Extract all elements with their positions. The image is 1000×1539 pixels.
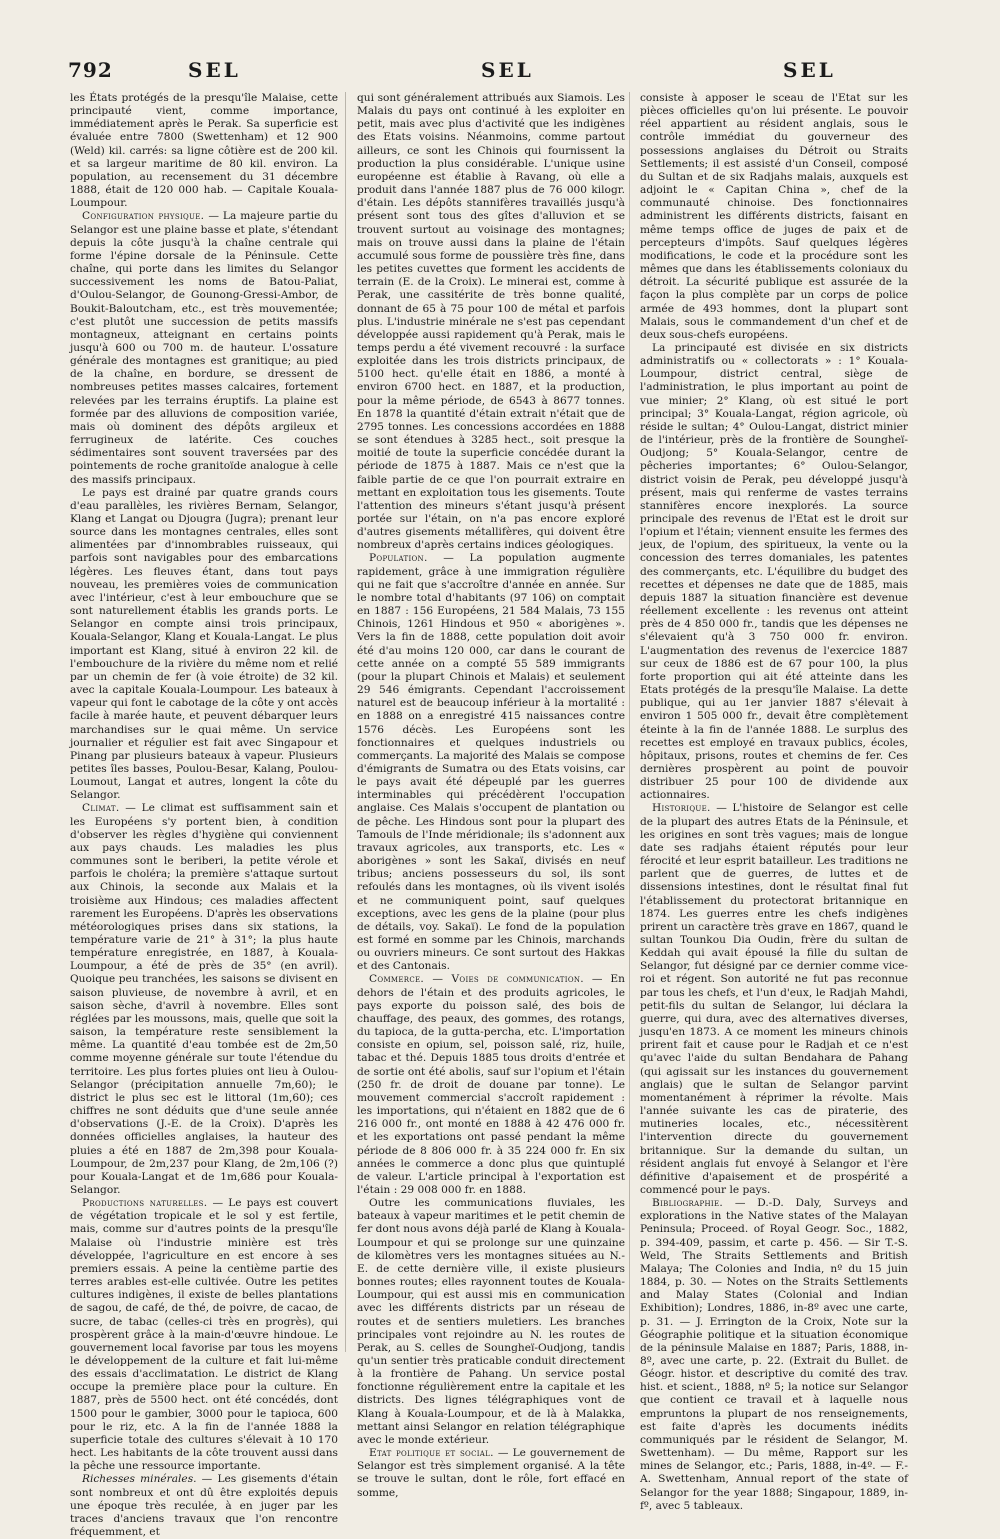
running-head-right: SEL [783, 58, 836, 82]
text-column-1 [70, 92, 338, 1539]
running-head-center: SEL [481, 58, 534, 82]
section-heading: Configuration physique. [82, 210, 205, 223]
paragraph [357, 552, 625, 973]
paragraph: qui sont généralement attribués aux Siamois. Les Malais du pays ont continué à les exploiter en petit, mais avec plus d'activité que les indigènes des Etats voisins. Néanmoins, comme partout ailleurs, ce sont les Chinois qui fournissent la production la plus considérable. L'unique usine européenne est établie à Ravang, où elle a produit dans l'année 1887 plus de 76 000 kilogr. d'étain. Les dépôts stannifères travaillés jusqu'à présent sont tous des gîtes d'alluvion et se trouvent surtout au voisinage des montagnes; mais on trouve aussi dans la plaine de l'étain accumulé sous forme de poussière très fine, dans les petites cuvettes que forment les accidents de terrain (E. de la Croix). Le minerai est, comme à Perak, une cassitérite de très bonne qualité, donnant de 65 à 75 pour 100 de métal et parfois plus. L'industrie minérale ne s'est pas cependant développée aussi rapidement qu'à Perak, mais le temps perdu a été vivement recouvré : la surface exploitée dans les trois districts principaux, de 5100 hect. qu'elle était en 1886, a monté à environ 6700 hect. en 1887, et la production, pour la même période, de 6543 à 8677 tonnes. En 1878 la quantité d'étain extrait n'était que de 2795 tonnes. Les concessions accordées en 1888 se sont étendues à 3285 hect., soit presque la moitié de toute la superficie concédée durant la période de 1875 à 1887. Mais ce n'est que la faible partie de ce que l'on pourrait extraire en mettant en exploitation tous les gisements. Toute l'attention des mineurs s'étant jusqu'à présent portée sur l'étain, on n'a pas encore exploré d'autres gisements métallifères, qui doivent être nombreux d'après certains indices géologiques. [357, 92, 625, 552]
text-column-3 [640, 92, 908, 1512]
section-heading: Etat politique et social. [369, 1447, 494, 1460]
paragraph: Le pays est drainé par quatre grands cours d'eau parallèles, les rivières Bernam, Selangor, Klang et Langat ou Djougra (Jugra); prenant leur source dans les montagnes centrales, elles sont alimentées par d'innombrables ruisseaux, qui parfois sont navigables pour des embarcations légères. Les fleuves étant, dans tout pays nouveau, les premières voies de communication avec l'intérieur, c'est à leur embouchure que se sont naturellement établis les grands ports. Le Selangor en compte ainsi trois principaux, Kouala-Selangor, Klang et Kouala-Langat. Le plus important est Klang, situé à environ 22 kil. de l'embouchure de la rivière du même nom et relié par un chemin de fer (à voie étroite) de 32 kil. avec la capitale Kouala-Loumpour. Les bateaux à vapeur qui font le cabotage de la côte y ont accès facile à marée haute, et peuvent débarquer leurs marchandises sur le quai même. Un service journalier et régulier est fait avec Singapour et Pinang par plusieurs bateaux à vapeur. Plusieurs petites îles basses, Poulou-Besar, Kalang, Poulou-Loumout, Langat et autres, longent la côte du Selangor. [70, 486, 338, 802]
paragraph-text: — En dehors de l'étain et des produits agricoles, le pays exporte du poisson salé, des bois de chauffage, des peaux, des gommes, des rotangs, du tapioca, de la gutta-percha, etc. L'importation consiste en opium, sel, poisson salé, riz, huile, tabac et thé. Depuis 1885 tous droits d'entrée et de sortie ont été abolis, sauf sur l'opium et l'étain (250 fr. de droit de douane par tonne). Le mouvement commercial s'accroît rapidement : les importations, qui n'étaient en 1882 que de 6 216 000 fr., ont monté en 1888 à 42 476 000 fr. et les exportations ont passé pendant la même période de 8 806 000 fr. à 35 224 000 fr. En six années le commerce a donc plus que quintuplé de valeur. L'article principal à l'exportation est l'étain : 29 008 000 fr. en 1888. [357, 973, 625, 1196]
paragraph: Outre les communications fluviales, les bateaux à vapeur maritimes et le petit chemin de fer dont nous avons déjà parlé de Klang à Kouala-Loumpour et qui se prolonge sur une quinzaine de kilomètres vers les montagnes situées au N.-E. de cette dernière ville, il existe plusieurs bonnes routes; elles rayonnent toutes de Kouala-Loumpour, qui est aussi mis en communication avec les différents districts par un réseau de routes et de sentiers muletiers. Les branches principales vont rejoindre au N. les routes de Perak, au S. celles de Soungheï-Oudjong, tandis qu'un sentier très praticable conduit directement à la frontière de Pahang. Un service postal fonctionne régulièrement entre la capitale et les districts. Des lignes télégraphiques vont de Klang à Kouala-Loumpour, et de là à Malakka, mettant ainsi Selangor en relation télégraphique avec le monde extérieur. [357, 1197, 625, 1446]
paragraph [357, 973, 625, 1197]
paragraph-text: — La majeure partie du Selangor est une plaine basse et plate, s'étendant depuis la côte jusqu'à la chaîne centrale qui forme l'épine dorsale de la Péninsule. Cette chaîne, qui porte dans les limites du Selangor successivement les noms de Batou-Paliat, d'Oulou-Selangor, de Gounong-Gressi-Ambor, de Boukit-Baloutcham, etc., est très mouvementée; c'est plutôt une succession de petits massifs montagneux, atteignant en certains points jusqu'à 600 ou 700 m. de hauteur. L'ossature générale des montagnes est granitique; au pied de la chaîne, en bordure, se dressent de nombreuses petites masses calcaires, fortement relevées par les terrains éruptifs. La plaine est formée par des alluvions de composition variée, mais où dominent des dépôts argileux et ferrugineux de latérite. Ces couches sédimentaires sont souvent traversées par des pointements de roche granitoïde analogue à celle des massifs principaux. [70, 210, 338, 486]
running-head-left: SEL [188, 58, 241, 82]
paragraph-text: — La population augmente rapidement, grâce à une immigration régulière qui ne fait que s'accroître d'année en année. Sur le nombre total d'habitants (97 106) on comptait en 1887 : 156 Européens, 21 584 Malais, 73 155 Chinois, 1261 Hindous et 950 « aborigènes ». Vers la fin de 1888, cette population doit avoir été d'au moins 120 000, car dans le courant de cette année on a compté 55 589 immigrants (pour la plupart Chinois et Malais) et seulement 29 546 émigrants. Cependant l'accroissement naturel est de beaucoup inférieur à la mortalité : en 1888 on a enregistré 415 naissances contre 1576 décès. Les Européens sont les fonctionnaires et quelques industriels ou commerçants. La majorité des Malais se compose d'émigrants de Sumatra ou des Etats voisins, car le pays avait été dépeuplé par les guerres interminables qui précédèrent l'occupation anglaise. Ces Malais s'occupent de plantation ou de pêche. Les Hindous sont pour la plupart des Tamouls de l'Inde méridionale; ils s'adonnent aux travaux agricoles, aux transports, etc. Les « aborigènes » sont les Sakaï, divisés en neuf tribus; anciens possesseurs du sol, ils sont refoulés dans les montagnes, où ils vivent isolés et ne communiquent point, sauf quelques exceptions, avec les gens de la plaine (pour plus de détails, voy. Sakaï). Le fond de la population est formé en somme par les Chinois, marchands ou ouvriers mineurs. Ce sont surtout des Hakkas et des Cantonais. [357, 552, 625, 973]
page-number: 792 [68, 58, 113, 82]
section-heading: Commerce. — Voies de communication. [369, 973, 584, 986]
paragraph: consiste à apposer le sceau de l'Etat sur les pièces officielles qu'on lui présente. Le pouvoir réel appartient au résident anglais, sous le contrôle immédiat du gouverneur des possessions anglaises du Détroit ou Straits Settlements; il est assisté d'un Conseil, composé du Sultan et de six Radjahs malais, auxquels est adjoint le « Capitan China », chef de la communauté chinoise. Des fonctionnaires administrent les différents districts, faisant en même temps office de juges de paix et de percepteurs d'impôts. Sauf quelques légères modifications, le code et la procédure sont les mêmes que dans les établissements coloniaux du détroit. La sécurité publique est assurée de la façon la plus complète par un corps de police armée de 493 hommes, dont la plupart sont Malais, sous le commandement d'un chef et de deux sous-chefs européens. [640, 92, 908, 341]
column-rule [345, 92, 346, 1352]
paragraph: les États protégés de la presqu'île Malaise, cette principauté vient, comme importance, immédiatement après le Perak. Sa superficie est évaluée entre 7800 (Swettenham) et 12 900 (Weld) kil. carrés: sa ligne côtière est de 200 kil. et sa largeur maritime de 80 kil. environ. La population, au recensement du 31 décembre 1888, était de 120 000 hab. — Capitale Kouala-Loumpour. [70, 92, 338, 210]
paragraph-text: — Le pays est couvert de végétation tropicale et le sol y est fertile, mais, comme sur d'autres points de la presqu'île Malaise où l'industrie minière est très développée, l'agriculture en est encore à ses premiers essais. A peine la centième partie des terres arables est-elle cultivée. Outre les petites cultures indigènes, il existe de belles plantations de sagou, de café, de thé, de poivre, de cacao, de sucre, de tabac (celles-ci très en progrès), qui prospèrent grâce à la main-d'œuvre hindoue. Le gouvernement local favorise par tous les moyens le développement de la culture et fait lui-même des essais d'acclimatation. Le district de Klang occupe la première place pour la culture. En 1887, près de 5500 hect. ont été concédés, dont 1500 pour le gambier, 3000 pour le tapioca, 600 pour le riz, etc. A la fin de l'année 1888 la superficie totale des cultures s'élevait à 10 170 hect. Les habitants de la côte trouvent aussi dans la pêche une ressource importante. [70, 1197, 338, 1473]
paragraph [640, 1197, 908, 1513]
paragraph-text: — Les gisements d'étain sont nombreux et ont dû être exploités depuis une époque très reculée, à en juger par les traces d'anciens travaux que l'on rencontre fréquemment, et [70, 1473, 338, 1539]
paragraph-text: — D.-D. Daly, Surveys and explorations in the Native states of the Malayan Peninsula; Proceed. of Royal Geogr. Soc., 1882, p. 394-409, passim, et carte p. 456. — Sir T.-S. Weld, The Straits Settlements and British Malaya; The Colonies and India, nº du 15 juin 1884, p. 30. — Notes on the Straits Settlements and Malay States (Colonial and Indian Exhibition); Londres, 1886, in-8º avec une carte, p. 31. — J. Errington de la Croix, Note sur la Géographie politique et la situation économique de la péninsule Malaise en 1887; Paris, 1888, in-8º, avec une carte, p. 22. (Extrait du Bullet. de Géogr. histor. et descriptive du comité des trav. hist. et scient., 1888, nº 5; la notice sur Selangor que contient ce travail et à laquelle nous empruntons la plupart de nos renseignements, est faite d'après les documents inédits communiqués par le résident de Selangor, M. Swettenham). — Du même, Rapport sur les mines de Selangor, etc.; Paris, 1888, in-4º. — F.-A. Swettenham, Annual report of the state of Selangor for the year 1888; Singapour, 1889, in-fº, avec 5 tableaux. [640, 1197, 908, 1512]
paragraph-text: — L'histoire de Selangor est celle de la plupart des autres Etats de la Péninsule, et les origines en sont très vagues; mais de longue date ses radjahs étaient réputés pour leur férocité et leur esprit batailleur. Les traditions ne parlent que de guerres, de luttes et de dissensions intestines, dont le résultat final fut l'établissement du protectorat britannique en 1874. Les guerres entre les chefs indigènes prirent un caractère très grave en 1867, quand le sultan Tounkou Dia Oudin, frère du sultan de Keddah qui avait épousé la fille du sultan de Selangor, fut désigné par ce dernier comme vice-roi et régent. Son autorité ne fut pas reconnue par tous les chefs, et l'un d'eux, le Radjah Mahdi, petit-fils du sultan de Selangor, lui déclara la guerre, qui dura, avec des alternatives diverses, jusqu'en 1873. A ce moment les mineurs chinois prirent fait et cause pour le Radjah et ce n'est qu'avec l'aide du sultan Bendahara de Pahang (qui agissait sur les instances du gouvernement anglais) que le sultan de Selangor parvint momentanément à réprimer la révolte. Mais l'année suivante les cas de piraterie, des mutineries locales, etc., nécessitèrent l'intervention directe du gouvernement britannique. Sur la demande du sultan, un résident anglais fut envoyé à Selangor et l'ère définitive d'apaisement et de prospérité a commencé pour le pays. [640, 802, 908, 1196]
section-heading: Population. [369, 552, 428, 565]
paragraph-text: — Le climat est suffisamment sain et les Européens s'y portent bien, à condition d'observer les règles d'hygiène qui conviennent aux pays chauds. Les maladies les plus communes sont le beriberi, la petite vérole et parfois le choléra; la première s'attaque surtout aux Chinois, la seconde aux Malais et la troisième aux Hindous; ces maladies affectent rarement les Européens. D'après les observations météorologiques prises dans six stations, la température varie de 21° à 31°; la plus haute température enregistrée, en 1887, à Kouala-Loumpour, a été de près de 35° (en avril). Quoique peu tranchées, les saisons se divisent en saison pluvieuse, de novembre à avril, et en saison sèche, d'avril à novembre. Elles sont réglées par les moussons, mais, quelle que soit la saison, la température reste sensiblement la même. La quantité d'eau tombée est de 2m,50 comme moyenne générale sur toute l'étendue du territoire. Les plus fortes pluies ont lieu à Oulou-Selangor (précipitation annuelle 7m,60); le district le plus sec est le littoral (1m,60); ces chiffres ne sont déduits que d'une seule année d'observations (J.-E. de la Croix). D'après les données officielles anglaises, la hauteur des pluies a été en 1887 de 2m,398 pour Kouala-Loumpour, de 2m,237 pour Klang, de 2m,106 (?) pour Kouala-Langat et de 1m,686 pour Kouala-Selangor. [70, 802, 338, 1196]
paragraph [70, 802, 338, 1197]
paragraph: La principauté est divisée en six districts administratifs ou « collectorats » : 1° Kouala-Loumpour, district central, siège de l'administration, le plus important au point de vue minier; 2° Klang, où est situé le port principal; 3° Kouala-Langat, région agricole, où réside le sultan; 4° Oulou-Langat, district minier de l'intérieur, près de la frontière de Soungheï-Oudjong; 5° Kouala-Selangor, centre de pêcheries importantes; 6° Oulou-Selangor, district voisin de Perak, peu développé jusqu'à présent, mais qui renferme de vastes terrains stannifères encore inexplorés. La source principale des revenus de l'Etat est le droit sur l'opium et l'étain; viennent ensuite les fermes des jeux, de l'opium, des spiritueux, la vente ou la concession des terres domaniales, les patentes des commerçants, etc. L'équilibre du budget des recettes et dépenses ne date que de 1885, mais depuis 1887 la situation financière est devenue réellement excellente : les revenus ont atteint près de 4 850 000 fr., tandis que les dépenses ne s'élevaient qu'à 3 750 000 fr. environ. L'augmentation des revenus de l'exercice 1887 sur ceux de 1886 est de 67 pour 100, la plus forte proportion qui ait été atteinte dans les Etats protégés de la presqu'île Malaise. La dette publique, qui au 1er janvier 1887 s'élevait à environ 1 505 000 fr., devait être complètement éteinte à la fin de l'année 1888. Le surplus des recettes est employé en travaux publics, écoles, hôpitaux, prisons, routes et chemins de fer. Ces dernières prospèrent au point de pouvoir distribuer 25 pour 100 de dividende aux actionnaires. [640, 341, 908, 802]
section-heading: Richesses minérales. [82, 1473, 197, 1486]
column-rule [629, 92, 630, 1352]
paragraph [640, 802, 908, 1197]
section-heading: Productions naturelles. [82, 1197, 208, 1210]
paragraph [70, 1197, 338, 1473]
section-heading: Bibliographie. [652, 1197, 724, 1210]
section-heading: Historique. [652, 802, 711, 815]
paragraph [70, 210, 338, 486]
text-column-2 [357, 92, 625, 1499]
page-header [68, 58, 948, 88]
paragraph [70, 1473, 338, 1539]
section-heading: Climat. [82, 802, 120, 815]
paragraph [357, 1447, 625, 1500]
paragraph-text: — Le gouvernement de Selangor est très simplement organisé. A la tête se trouve le sultan, dont le rôle, fort effacé en somme, [357, 1447, 625, 1499]
